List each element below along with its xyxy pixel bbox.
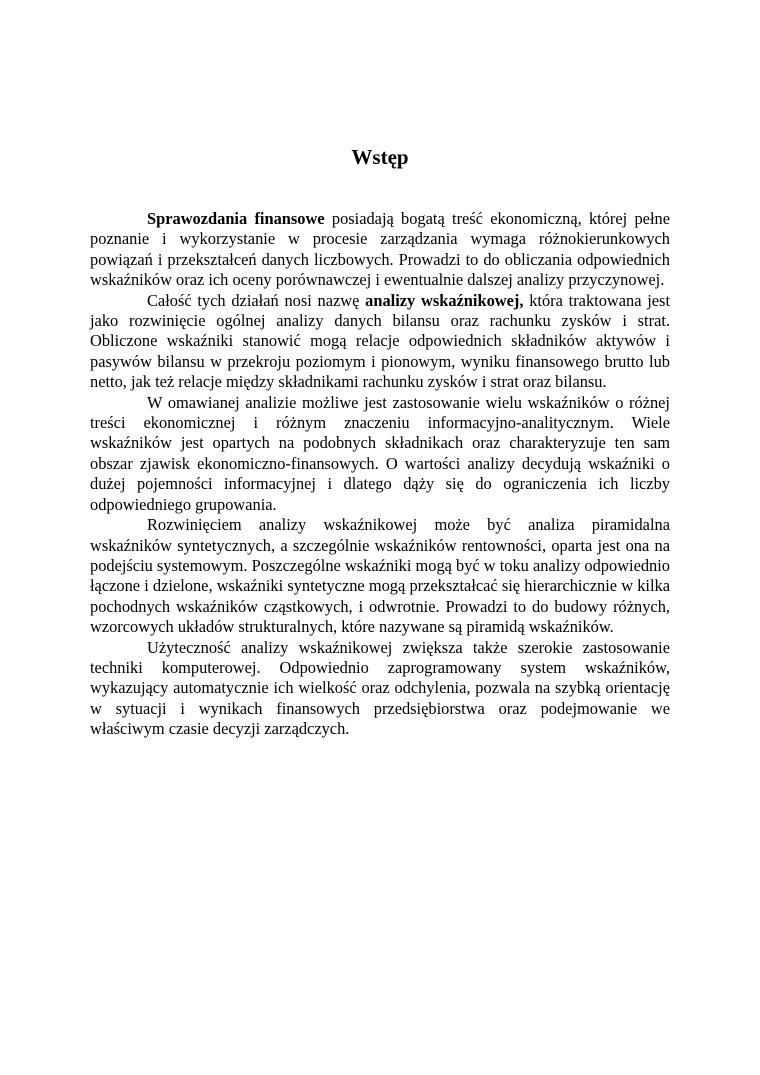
bold-term: Sprawozdania finansowe	[147, 209, 325, 228]
document-body	[90, 209, 670, 740]
bold-term: analizy wskaźnikowej,	[365, 290, 524, 310]
paragraph-text: Całość tych działań nosi nazwę	[147, 290, 366, 310]
page-title: Wstęp	[351, 145, 409, 169]
paragraph-text: która traktowana jest jako rozwinięcie ogólnej analizy danych bilansu oraz rachunku zysków i strat. Obliczone wskaźniki stanowić mogą relacje odpowiednich składników aktywów i pasywów bilansu w przekroju poziomym i pionowym, wyniku finansowego brutto lub netto, jak też relacje między składnikami rachunku zysków i strat oraz bilansu.	[90, 290, 670, 392]
paragraph-1	[90, 209, 670, 291]
paragraph-2	[90, 291, 670, 393]
paragraph-3: W omawianej analizie możliwe jest zastosowanie wielu wskaźników o różnej treści ekonomicznej i różnym znaczeniu informacyjno-analitycznym. Wiele wskaźników jest opartych na podobnych składnikach oraz charakteryzuje ten sam obszar zjawisk ekonomiczno-finansowych. O wartości analizy decydują wskaźniki o dużej pojemności informacyjnej i dlatego dąży się do ograniczenia ich liczby odpowiedniego grupowania.	[90, 392, 670, 514]
paragraph-4: Rozwinięciem analizy wskaźnikowej może być analiza piramidalna wskaźników syntetycznych, a szczególnie wskaźników rentowności, oparta jest ona na podejściu systemowym. Poszczególne wskaźniki mogą być w toku analizy odpowiednio łączone i dzielone, wskaźniki syntetyczne mogą przekształcać się hierarchicznie w kilka pochodnych wskaźników cząstkowych, i odwrotnie. Prowadzi to do budowy różnych, wzorcowych układów strukturalnych, które nazywane są piramidą wskaźników.	[90, 515, 670, 637]
paragraph-5: Użyteczność analizy wskaźnikowej zwiększa także szerokie zastosowanie techniki komputerowej. Odpowiednio zaprogramowany system wskaźników, wykazujący automatycznie ich wielkość oraz odchylenia, pozwala na szybką orientację w sytuacji i wynikach finansowych przedsiębiorstwa oraz podejmowanie we właściwym czasie decyzji zarządczych.	[90, 637, 670, 739]
paragraph-text: posiadają bogatą treść ekonomiczną, której pełne poznanie i wykorzystanie w procesie zarządzania wymaga różnokierunkowych powiązań i przekształceń danych liczbowych. Prowadzi to do obliczania odpowiednich wskaźników oraz ich oceny porównawczej i ewentualnie dalszej analizy przyczynowej.	[90, 209, 670, 290]
